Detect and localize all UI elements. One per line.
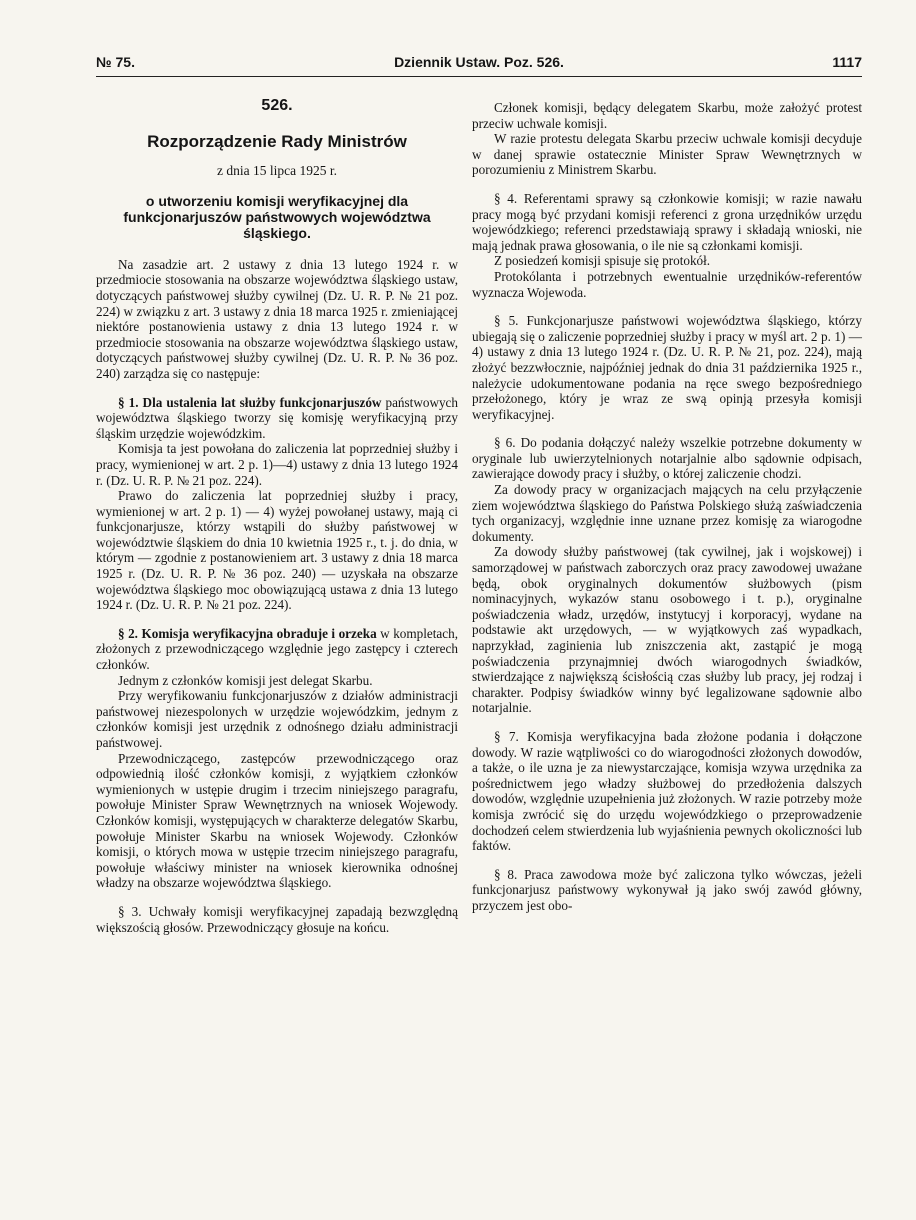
section-2-para-2: Jednym z członków komisji jest delegat Skarbu. xyxy=(118,672,373,688)
running-header xyxy=(96,54,862,76)
section-2-heading: § 2. Komisja weryfikacyjna obraduje i orzeka xyxy=(118,625,377,641)
section-6: § 6. Do podania dołączyć należy wszelkie potrzebne dokumenty w oryginale lub uwierzytelnionych notarjalnie albo sądownie odpisach, zawierające dowody pracy i służby, o której zaliczenie chodzi. xyxy=(472,435,862,482)
section-6-para-2: Za dowody pracy w organizacjach mających na celu przyłączenie ziem województwa śląskiego do Państwa Polskiego służą zaświadczenia tych organizacyj, względnie inne uznane przez komisję za wiarogodne dokumenty. xyxy=(472,482,862,544)
section-1-text: państwowych województwa śląskiego tworzy się komisję weryfikacyjną przy śląskim urzędzie wojewódzkim. xyxy=(96,394,459,441)
act-title: Rozporządzenie Rady Ministrów xyxy=(147,131,407,151)
section-7: § 7. Komisja weryfikacyjna bada złożone podania i dołączone dowody. W razie wątpliwości co do wiarogodności złożonych dowodów, a także, o ile uzna je za niewystarczające, komisja wzywa urzędnika za pośrednictwem jego władzy służbowej do przedłożenia dalszych dowodów, względnie uzupełnienia już złożonych. W razie potrzeby może komisja zwrócić się do urzędu wojewódzkiego o przeprowadzenie dochodzeń celem stwierdzenia lub wyjaśnienia pewnych okoliczności lub faktów. xyxy=(472,728,862,854)
section-2-text: w kompletach, złożonych z przewodniczącego względnie jego zastępcy i czterech członków. xyxy=(96,625,459,673)
section-5: § 5. Funkcjonarjusze państwowi województwa śląskiego, którzy ubiegają się o zaliczenie poprzedniej służby i pracy w myśl art. 2 p. 1) — 4) ustawy z dnia 13 lutego 1924 r. (Dz. U. R. P. № 21, poz. 224), mają złożyć bezzwłocznie, najpóźniej jednak do dnia 31 października 1925 r., należycie udokumentowane podania na ręce swego bezpośredniego przełożonego, który je wraz ze swą opinją przesyła komisji weryfikacyjnej. xyxy=(472,313,862,422)
section-8: § 8. Praca zawodowa może być zaliczona tylko wówczas, jeżeli funkcjonarjusz państwowy wykonywał ją jako swój zawód główny, przyczem jest obo- xyxy=(472,866,862,913)
section-3-para-3: W razie protestu delegata Skarbu przeciw uchwale komisji decyduje w danej sprawie ostatecznie Minister Spraw Wewnętrznych w porozumieniu z Ministrem Skarbu. xyxy=(472,131,862,178)
section-2 xyxy=(96,626,458,673)
section-2-para-4: Przewodniczącego, zastępców przewodniczącego oraz odpowiednią ilość członków komisji, z wyjątkiem członków wymienionych w ustępie drugim i trzecim niniejszego paragrafu, powołuje Minister Spraw Wewnętrznych na wniosek Wojewody. Członków komisji, występujących w charakterze delegatów Skarbu, powołuje Minister Skarbu na wniosek Wojewody. Członków komisji, o których mowa w ustępie trzecim niniejszego paragrafu, powołuje właściwy minister na wniosek kierownika odnośnej władzy na obszarze województwa śląskiego. xyxy=(96,750,458,891)
act-number: 526. xyxy=(261,97,293,114)
right-column xyxy=(472,100,862,914)
section-3-para-2: Członek komisji, będący delegatem Skarbu, może założyć protest przeciw uchwale komisji. xyxy=(472,100,862,131)
journal-title: Dziennik Ustaw. Poz. 526. xyxy=(394,54,564,70)
issue-number: № 75. xyxy=(96,54,135,70)
preamble: Na zasadzie art. 2 ustawy z dnia 13 lutego 1924 r. w przedmiocie stosowania na obszarze województwa śląskiego ustaw, dotyczących państwowej służby cywilnej (Dz. U. R. P. № 21 poz. 224) w związku z art. 3 ustawy z dnia 18 marca 1925 r. zmieniającej niektóre postanowienia ustawy z dnia 13 lutego 1924 r. w przedmiocie stosowania na obszarze województwa śląskiego ustaw, dotyczących państwowej służby cywilnej (Dz. U. R. P. № 36 poz. 240) zarządza się co następuje: xyxy=(96,256,458,381)
section-1-heading: § 1. Dla ustalenia lat służby funkcjonarjuszów xyxy=(118,394,382,410)
section-2-para-3: Przy weryfikowaniu funkcjonarjuszów z działów administracji państwowej niezespolonych w urzędzie wojewódzkim, jednym z członków komisji jest urzędnik z odnośnego działu administracji państwowej. xyxy=(96,688,458,750)
section-3: § 3. Uchwały komisji weryfikacyjnej zapadają bezwzględną większością głosów. Przewodniczący głosuje na końcu. xyxy=(96,903,458,935)
section-4-para-3: Protokólanta i potrzebnych ewentualnie urzędników-referentów wyznacza Wojewoda. xyxy=(472,268,862,300)
act-date: z dnia 15 lipca 1925 r. xyxy=(217,163,337,179)
section-1 xyxy=(96,395,458,442)
section-1-para-2: Komisja ta jest powołana do zaliczenia lat poprzedniej służby i pracy, wymienionej w art. 2 p. 1)—4) ustawy z dnia 13 lutego 1924 r. (Dz. U. R. P. № 21 poz. 224). xyxy=(96,441,458,488)
section-6-para-3: Za dowody służby państwowej (tak cywilnej, jak i wojskowej) i samorządowej w państwach zaborczych oraz pracy zawodowej uważane będą, obok oryginalnych dokumentów służbowych (pism nominacyjnych, wykazów stanu osobowego i t. p.), oryginalne poświadczenia władz, urzędów, instytucyj i korporacyj, wydane na podstawie akt urzędowych, — w wyjątkowych zaś wypadkach, naprzykład, zaginienia lub zniszczenia akt, zastąpić je mogą poświadczenia przynajmniej dwóch wiarogodnych świadków, stwierdzające z największą ścisłością czas służby lub pracy, jej rodzaj i charakter. Podpisy świadków winny być legalizowane sądownie albo notarjalnie. xyxy=(472,544,862,716)
page-number: 1117 xyxy=(832,54,862,70)
section-4: § 4. Referentami sprawy są członkowie komisji; w razie nawału pracy mogą być przydani komisji referenci z grona urzędników urzędu wojewódzkiego; referenci przedstawiają sprawy i składają wnioski, nie mają jednak prawa głosowania, o ile nie są członkami komisji. xyxy=(472,190,862,253)
act-subject: o utworzeniu komisji weryfikacyjnej dla funkcjonarjuszów państwowych województwa śląskiego. xyxy=(123,192,431,241)
section-1-para-3: Prawo do zaliczenia lat poprzedniej służby i pracy, wymienionej w art. 2 p. 1) — 4) wyżej powołanej ustawy, mają ci funkcjonarjusze, którzy wstąpili do służby państwowej w województwie śląskiem do dnia 10 kwietnia 1925 r., t. j. do dnia, w którym — zgodnie z postanowieniem art. 3 ustawy z dnia 18 marca 1925 r. (Dz. U. R. P. № 36 poz. 240) — uzyskała na obszarze województwa śląskiego moc obowiązującą ustawa z dnia 13 lutego 1924 r. (Dz. U. R. P. № 21 poz. 224). xyxy=(96,488,458,613)
left-column xyxy=(96,98,458,935)
section-4-para-2: Z posiedzeń komisji spisuje się protokół. xyxy=(494,253,711,269)
header-rule xyxy=(96,76,862,77)
